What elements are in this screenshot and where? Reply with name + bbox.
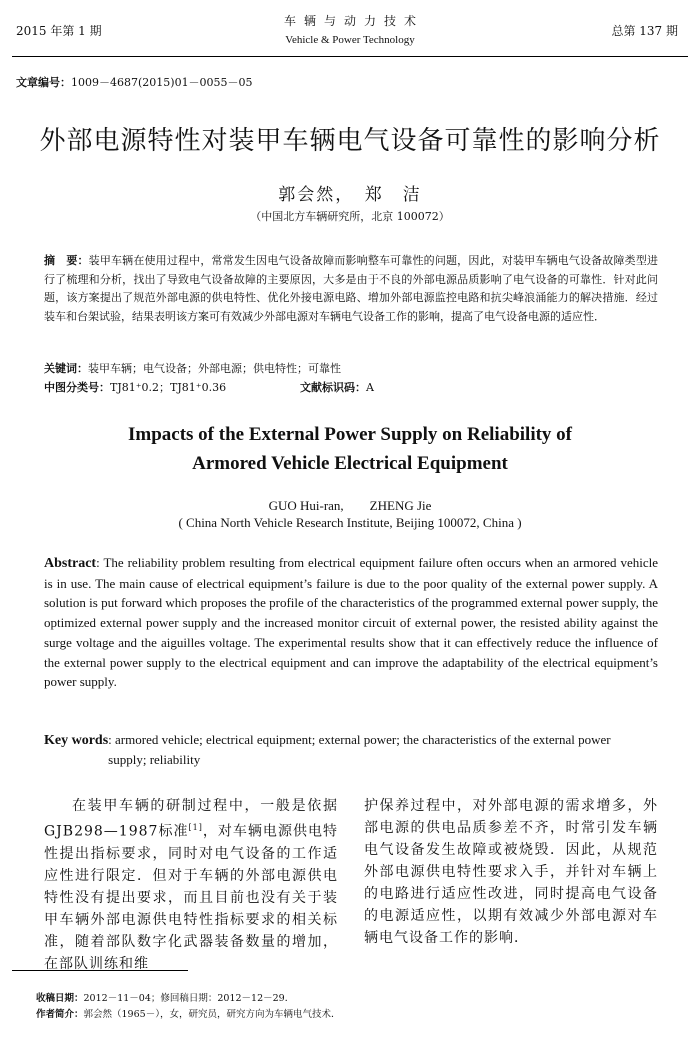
title-en-line1: Impacts of the External Power Supply on Reliability of bbox=[127, 424, 573, 445]
document-code-cn-label: 文献标识码： bbox=[300, 381, 366, 394]
issue-number: 2015 年第 1 期 bbox=[16, 24, 102, 38]
total-issue: 总第 137 期 bbox=[611, 24, 678, 38]
keywords-cn bbox=[44, 360, 341, 376]
footnote-author-text: 郭会然（1965－），女，研究员，研究方向为车辆电气技术． bbox=[83, 1009, 341, 1020]
footnote-author-label: 作者简介： bbox=[36, 1009, 84, 1020]
body-left-part2: ，对车辆电源供电特性提出指标要求，同时对电气设备的工作适应性进行限定．但对于车辆的外部电源供电特性没有提出要求，而且目前也没有关于装甲车辆外部电源供电特性指标要求的相关标准，随着部队数字化武器装备数量的增加，在部队训练和维 bbox=[44, 823, 339, 972]
keywords-en-label: Key words bbox=[44, 733, 109, 748]
authors-cn: 郭会然， 郑 洁 bbox=[278, 185, 422, 205]
footnote-author bbox=[36, 1006, 340, 1020]
classification-cn-label: 中图分类号： bbox=[44, 381, 110, 394]
document-code-cn bbox=[300, 379, 374, 395]
keywords-en bbox=[44, 730, 658, 770]
title-en bbox=[0, 420, 700, 478]
abstract-en-text: : The reliability problem resulting from electrical equipment failure often occurs when an armored vehicle is in use. The main cause of electrical equipment’s failure is due to the poor quality of the external power supply. A solution is put forward which proposes the profile of the characteristics of the programmed external power supply, the optimized external power supply and the increased monitor circuit of external power, the resisted ability against the surge voltage and the aiguilles voltage. The experimental results show that it can effectively reduce the influence of the external power supply to the electrical equipment and can improve the adaptability of the electrical equipment’s power supply. bbox=[44, 555, 658, 690]
footnote-received-text: 2012－11－04；修回稿日期：2012－12－29． bbox=[83, 993, 295, 1004]
journal-name-en: Vehicle & Power Technology bbox=[285, 34, 415, 46]
abstract-en-label: Abstract bbox=[44, 556, 97, 571]
classification-cn-text: TJ81⁺0.2；TJ81⁺0.36 bbox=[110, 381, 227, 394]
abstract-cn-label: 摘 要： bbox=[44, 254, 89, 267]
footnote-received bbox=[36, 990, 294, 1004]
keywords-en-text: : armored vehicle; electrical equipment; external power; the characteristics of the external power supply; reliability bbox=[108, 732, 611, 767]
footnote-divider bbox=[12, 970, 188, 971]
title-cn: 外部电源特性对装甲车辆电气设备可靠性的影响分析 bbox=[39, 126, 661, 156]
footnote-received-label: 收稿日期： bbox=[36, 993, 84, 1004]
body-column-right: 护保养过程中，对外部电源的需求增多，外部电源的供电品质参差不齐，时常引发车辆电气设备发生故障或被烧毁．因此，从规范外部电源供电特性要求入手，并针对车辆上的电路进行适应性改进，同时提高电气设备的电源适应性，以期有效减少外部电源对车辆电气设备工作的影响． bbox=[364, 798, 658, 946]
article-number-value: 1009－4687(2015)01－0055－05 bbox=[71, 76, 253, 89]
header-divider bbox=[12, 56, 688, 57]
affiliation-cn: （中国北方车辆研究所，北京 100072） bbox=[250, 210, 450, 223]
body-left-part1: 在装甲车辆的研制过程中，一般是依据GJB298—1987标准 bbox=[44, 798, 338, 840]
keywords-cn-label: 关键词： bbox=[44, 362, 88, 375]
keywords-cn-text: 装甲车辆；电气设备；外部电源；供电特性；可靠性 bbox=[88, 362, 341, 375]
citation-ref[interactable]: [1] bbox=[188, 823, 203, 832]
authors-en: GUO Hui-ran, ZHENG Jie bbox=[268, 498, 432, 513]
journal-header bbox=[0, 12, 700, 46]
affiliation-en: ( China North Vehicle Research Institute, Beijing 100072, China ) bbox=[178, 515, 522, 530]
abstract-en bbox=[44, 553, 658, 692]
journal-name-cn: 车辆与动力技术 bbox=[283, 14, 424, 28]
classification-cn bbox=[44, 379, 226, 395]
title-en-line2: Armored Vehicle Electrical Equipment bbox=[192, 453, 508, 474]
body-column-left bbox=[44, 795, 338, 975]
document-code-cn-text: A bbox=[366, 381, 374, 394]
abstract-cn bbox=[44, 252, 658, 326]
article-number-label: 文章编号： bbox=[16, 76, 71, 89]
article-number bbox=[16, 74, 253, 90]
abstract-cn-text: 装甲车辆在使用过程中，常常发生因电气设备故障而影响整车可靠性的问题，因此，对装甲车辆电气设备故障类型进行了梳理和分析，找出了导致电气设备故障的主要原因，大多是由于不良的外部电源品质影响了电气设备的可靠性．针对此问题，该方案提出了规范外部电源的供电特性、优化外接电源电路、增加外部电源监控电路和抗尖峰浪涌能力的解决措施．经过装车和台架试验，结果表明该方案可有效减少外部电源对车辆电气设备工作的影响，提高了电气设备电源的适应性． bbox=[44, 254, 659, 323]
